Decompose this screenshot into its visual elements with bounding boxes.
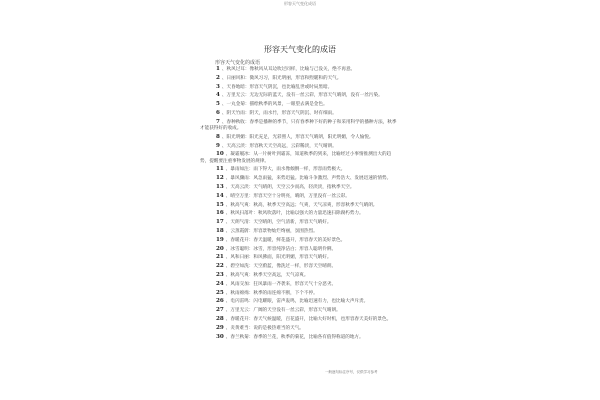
idiom-number: 30: [216, 333, 224, 340]
idiom-text: 、天高云淡：形容秋天天空高远，云彩稀淡，天气晴朗。: [221, 143, 337, 149]
idiom-text: 、电闪雷鸣：闪电耀眼，雷声轰鸣，比喻迅速有力，也比喻大声斥责。: [225, 299, 369, 305]
idiom-item: [200, 228, 400, 235]
idiom-number: 12: [216, 175, 224, 182]
idiom-number: 8: [216, 133, 220, 140]
idiom-number: 2: [216, 74, 220, 81]
idiom-item: [200, 272, 400, 279]
idiom-number: 15: [216, 201, 224, 208]
idiom-text: 、暴风骤雨：风急雨猛，来势迅猛。比喻斗争激烈、声势浩大、发展迅速的情势。: [225, 176, 392, 182]
idiom-item: [200, 263, 400, 270]
idiom-item: [200, 101, 400, 108]
idiom-text: 、春种秋收：春季是播种的季节，只有春季种下好的种子和采用科学的播种方法，秋季才能获得好的收成。: [200, 119, 397, 131]
idiom-number: 14: [216, 192, 224, 199]
idiom-item: [200, 325, 400, 332]
page-header: 形容天气变化成语: [284, 1, 316, 6]
idiom-number: 7: [216, 118, 220, 125]
idiom-text: 、云蒸霞蔚：形容景物灿烂绚丽，氛围热烈。: [225, 228, 318, 234]
idiom-item: [200, 290, 400, 297]
idiom-number: 11: [216, 166, 224, 173]
idiom-item: [200, 193, 400, 200]
idiom-text: 、阳光明媚：阳光充足，光彩照人，形容天气晴朗，阳光明媚，令人愉悦。: [221, 134, 374, 140]
idiom-text: 、晴空万里：形容天空十分明亮，晴朗，万里没有一丝云彩。: [225, 193, 350, 199]
idiom-number: 16: [216, 210, 224, 217]
idiom-item: [200, 184, 400, 191]
idiom-number: 22: [216, 263, 224, 270]
idiom-text: 、一丸金菊：描绘秋季的风景，一眼望去满是金色。: [221, 102, 328, 108]
idiom-text: 、秋高气爽：秋季天空高远，天气凉爽。: [225, 272, 309, 278]
idiom-item: [200, 84, 400, 91]
idiom-item: [200, 219, 400, 226]
idiom-item: [200, 119, 400, 132]
idiom-item: [200, 134, 400, 141]
idiom-number: 3: [216, 83, 220, 90]
idiom-item: [200, 254, 400, 261]
idiom-text: 、秋雨绵绵：秋季的雨连绵不断，下个不停。: [225, 290, 318, 296]
idiom-list: [200, 66, 400, 342]
idiom-item: [200, 66, 400, 73]
idiom-item: [200, 151, 400, 164]
idiom-number: 20: [216, 245, 224, 252]
idiom-text: 、天朗气清：天空晴朗，空气清新，形容天气晴好。: [225, 220, 332, 226]
idiom-item: [200, 75, 400, 82]
idiom-number: 5: [216, 101, 220, 108]
idiom-number: 23: [216, 271, 224, 278]
idiom-text: 、春兰秋菊：春季的兰花，秋季的菊花，比喻各有值得称道的地方。: [225, 334, 364, 340]
idiom-text: 、暴雨如注：雨下得大，雨水像倾倒一样，形容雨势极大。: [225, 167, 346, 173]
idiom-item: [200, 110, 400, 117]
idiom-number: 10: [216, 151, 224, 158]
idiom-item: [200, 334, 400, 341]
idiom-number: 27: [216, 307, 224, 314]
idiom-text: 、春暖花开：春天气候温暖，百花盛开，比喻大好时机，也形容春天美好的景色。: [225, 316, 392, 322]
idiom-number: 4: [216, 92, 220, 99]
idiom-text: 、风雨交加：狂风暴雨一齐袭来，形容天气十分恶劣。: [225, 281, 337, 287]
idiom-number: 6: [216, 109, 220, 116]
idiom-item: [200, 307, 400, 314]
idiom-text: 、碧空如洗：天空蔚蓝，像洗过一样，形容天空晴朗。: [225, 264, 337, 270]
idiom-item: [200, 281, 400, 288]
idiom-text: 、春暖花开：春天温暖，鲜花盛开，形容春天的美好景色。: [225, 237, 346, 243]
idiom-number: 19: [216, 236, 224, 243]
idiom-number: 18: [216, 227, 224, 234]
idiom-number: 1: [216, 66, 220, 72]
idiom-item: [200, 237, 400, 244]
idiom-number: 17: [216, 219, 224, 226]
idiom-number: 9: [216, 142, 220, 149]
page-footer: 一般逐句标注序号，仅供学习参考: [325, 370, 378, 374]
idiom-number: 24: [216, 280, 224, 287]
idiom-item: [200, 175, 400, 182]
idiom-number: 21: [216, 254, 224, 261]
idiom-text: 、凝霜履冰：从一片树叶到霜冻，知道秋季的到来，比喻经过小事情推测出大的趋势，提醒要注重事物发展的规律。: [200, 152, 392, 164]
idiom-item: [200, 92, 400, 99]
idiom-number: 25: [216, 289, 224, 296]
idiom-number: 13: [216, 183, 224, 190]
section-subtitle: 形容天气变化的成语: [215, 60, 261, 66]
document-title: 形容天气变化的成语: [264, 45, 336, 54]
idiom-item: [200, 202, 400, 209]
idiom-text: 、天昏地暗：形容天气阴沉，也比喻乱世或时局黑暗。: [221, 84, 333, 90]
idiom-item: [200, 143, 400, 150]
idiom-text: 、天高云淡：天气晴朗，天空云少而高，轻淡淡，指秋季天空。: [225, 184, 355, 190]
idiom-number: 29: [216, 324, 224, 331]
idiom-text: 、万里无云：无边无际的蓝天，没有一丝云彩，形容天气晴朗，没有一丝污染。: [221, 93, 383, 99]
idiom-text: 、秋风扫落叶：秋风吹落叶，比喻以强大的力量迅速扫除腐朽势力。: [225, 211, 364, 217]
idiom-text: 、炎黄难当：说的是极热难当的天气。: [225, 325, 304, 331]
idiom-text: 、阴天竹雨：阴天，雨水竹，形容天气阴沉、时有细雨。: [221, 110, 337, 116]
idiom-item: [200, 166, 400, 173]
idiom-text: 、秋高气爽：秋高，秋季天空高远；气爽，天气凉爽，形容秋季天气晴朗。: [225, 202, 378, 208]
idiom-text: 、冰雪聪明：冰雪，形容纯净洁白；形容人聪明伶俐。: [225, 246, 337, 252]
idiom-item: [200, 210, 400, 217]
idiom-text: 、日丽风和：微风习习，阳光明丽，形容和煦暖和的天气。: [221, 75, 342, 81]
idiom-text: 、秋风过耳：像秋风从耳边吹过同样，比喻与己没关，绝不再意。: [221, 67, 356, 72]
idiom-item: [200, 298, 400, 305]
idiom-text: 、风和日丽：和风拂面，阳光明媚，形容天气晴好。: [225, 255, 332, 261]
idiom-number: 26: [216, 298, 224, 305]
idiom-item: [200, 316, 400, 323]
idiom-item: [200, 246, 400, 253]
idiom-number: 28: [216, 315, 224, 322]
idiom-text: 、万里无云：广阔的天空没有一丝云彩，形容天气晴朗。: [225, 308, 341, 314]
